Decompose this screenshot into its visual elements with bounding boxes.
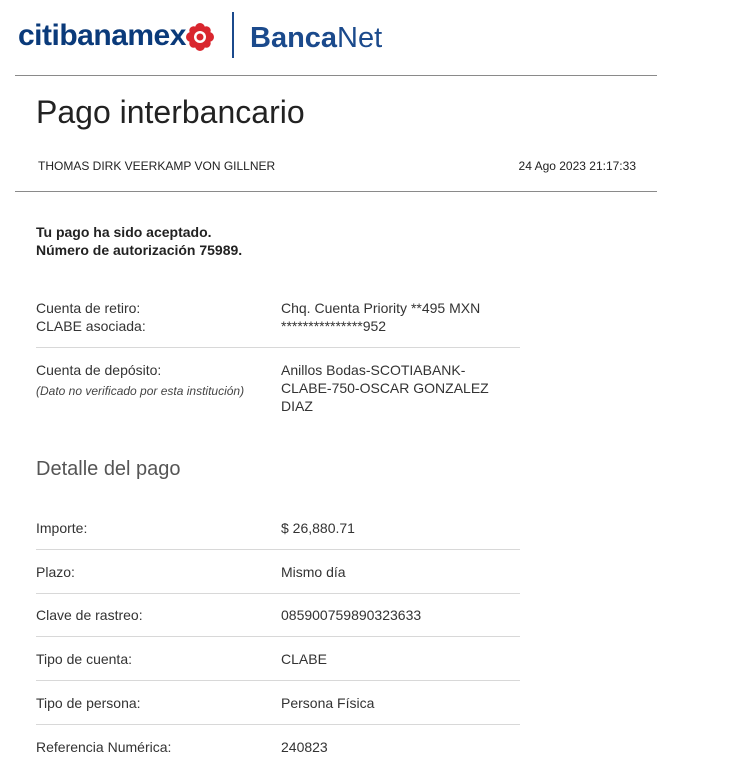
confirmation-message	[36, 223, 242, 259]
clabe-value: ***************952	[281, 318, 387, 334]
brand-header	[0, 0, 754, 75]
row-separator	[36, 347, 520, 348]
detail-label-account-type: Tipo de cuenta:	[36, 651, 132, 667]
detail-label-term: Plazo:	[36, 564, 75, 580]
logo-citi-text: citi	[18, 19, 60, 52]
row-separator	[36, 636, 520, 637]
detail-label-amount: Importe:	[36, 520, 88, 536]
account-holder-name: THOMAS DIRK VEERKAMP VON GILLNER	[38, 159, 276, 173]
payment-detail-title: Detalle del pago	[36, 458, 181, 480]
bancanet-logo	[250, 20, 382, 56]
detail-value-tracking-key: 085900759890323633	[281, 607, 422, 623]
clabe-label: CLABE asociada:	[36, 318, 146, 334]
logo-banamex-text: banamex	[59, 19, 186, 52]
transaction-timestamp: 24 Ago 2023 21:17:33	[518, 159, 636, 173]
page-title: Pago interbancario	[36, 94, 305, 130]
detail-value-person-type: Persona Física	[281, 695, 375, 711]
deposit-account-label: Cuenta de depósito:	[36, 362, 162, 378]
banamex-flower-icon	[185, 22, 215, 52]
row-separator	[36, 724, 520, 725]
withdrawal-account-label: Cuenta de retiro:	[36, 300, 141, 316]
detail-value-numeric-reference: 240823	[281, 739, 328, 755]
logo-divider	[232, 12, 234, 58]
withdrawal-account-value: Chq. Cuenta Priority **495 MXN	[281, 300, 481, 316]
logo-net-text: Net	[337, 22, 383, 54]
detail-value-term: Mismo día	[281, 564, 346, 580]
detail-value-amount: $ 26,880.71	[281, 520, 355, 536]
detail-value-account-type: CLABE	[281, 651, 327, 667]
detail-label-numeric-reference: Referencia Numérica:	[36, 739, 172, 755]
header-divider	[15, 75, 657, 76]
detail-label-person-type: Tipo de persona:	[36, 695, 141, 711]
detail-label-tracking-key: Clave de rastreo:	[36, 607, 143, 623]
deposit-account-value: Anillos Bodas-SCOTIABANK-CLABE-750-OSCAR GONZALEZ DIAZ	[281, 362, 489, 414]
deposit-account-note: (Dato no verificado por esta institución)	[36, 384, 245, 398]
authorization-number: Número de autorización 75989.	[36, 242, 243, 258]
row-separator	[36, 680, 520, 681]
citibanamex-logo	[18, 16, 186, 56]
confirmation-accepted: Tu pago ha sido aceptado.	[36, 224, 212, 240]
logo-banca-text: Banca	[250, 22, 338, 54]
row-separator	[36, 593, 520, 594]
title-divider	[15, 191, 657, 192]
row-separator	[36, 549, 520, 550]
